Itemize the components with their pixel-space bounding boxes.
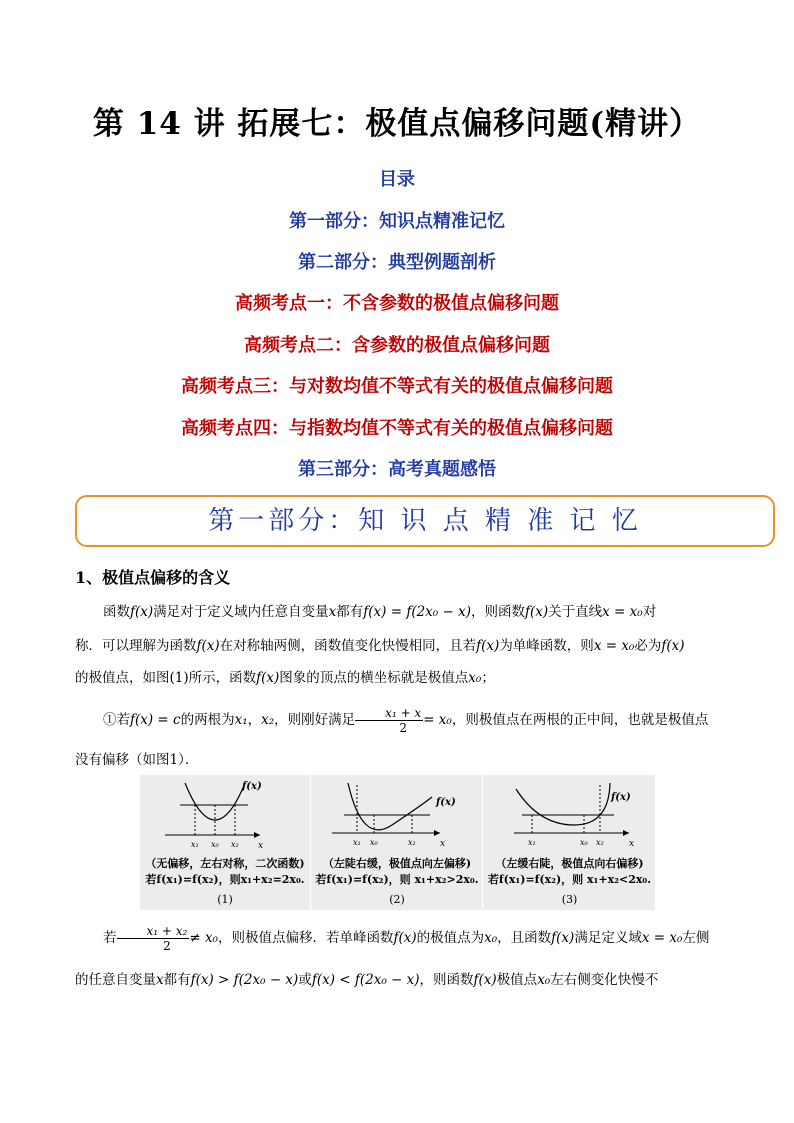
toc-item-2[interactable]: 第二部分：典型例题剖析 xyxy=(298,252,496,273)
paragraph-2: ①若f(x) = c的两根为x₁，x₂，则刚好满足 $\frac{\text{x₁ + x}}{2}$ = x₀，则极值点在两根的正中间，也就是极值点 xyxy=(103,706,709,735)
toc-item-4[interactable]: 高频考点二：含参数的极值点偏移问题 xyxy=(244,335,550,356)
svg-text:x₀: x₀ xyxy=(370,838,378,847)
figure-1 xyxy=(140,775,311,910)
fig1-fx-label: f(x) xyxy=(242,781,262,792)
fraction-2: $\frac{\text{x₁ + x₂}}{2}$ xyxy=(117,924,190,953)
section-heading: 1、极值点偏移的含义 xyxy=(75,568,231,587)
figure-1-label: (1) xyxy=(217,893,233,906)
fraction: $\frac{\text{x₁ + x}}{2}$ xyxy=(355,706,423,735)
svg-text:x₂: x₂ xyxy=(231,840,239,849)
figure-1-graph xyxy=(140,775,310,855)
toc-item-6[interactable]: 高频考点四：与指数均值不等式有关的极值点偏移问题 xyxy=(181,418,613,439)
paragraph-3: 若 $\frac{\text{x₁ + x₂}}{2}$ ≠ x₀，则极值点偏移．若单峰函数f(x)的极值点为x₀，且函数f(x)满足定义域x = x₀左侧 xyxy=(103,924,710,953)
page-title: 第 14 讲 拓展七：极值点偏移问题(精讲） xyxy=(92,106,702,142)
figure-3-graph xyxy=(484,775,655,855)
figure-2-graph xyxy=(312,775,482,855)
svg-text:x₀: x₀ xyxy=(211,840,219,849)
section-banner: 第一部分：知 识 点 精 准 记 忆 xyxy=(75,495,775,547)
paragraph-1-line-2: 称．可以理解为函数f(x)在对称轴两侧，函数值变化快慢相同，且若f(x)为单峰函数，则x = x₀必为f(x) xyxy=(75,638,685,654)
svg-text:x: x xyxy=(258,841,264,851)
svg-text:x₂: x₂ xyxy=(596,838,604,847)
svg-text:x₁: x₁ xyxy=(191,840,199,849)
svg-text:x₂: x₂ xyxy=(408,838,416,847)
figure-3-condition: 若f(x₁)=f(x₂)，则 x₁+x₂<2x₀. xyxy=(487,873,652,886)
fig3-fx-label: f(x) xyxy=(611,792,631,803)
figure-1-caption: （无偏移，左右对称，二次函数) xyxy=(145,857,305,870)
figure-3 xyxy=(484,775,655,910)
figure-3-caption: （左缓右陡，极值点向右偏移) xyxy=(495,857,644,870)
figure-2-caption: （左陡右缓，极值点向左偏移) xyxy=(322,857,472,870)
svg-text:x: x xyxy=(440,839,446,849)
svg-text:x: x xyxy=(629,839,635,849)
figure-group xyxy=(140,775,655,910)
paragraph-3-line-2: 的任意自变量x都有f(x) > f(2x₀ − x)或f(x) < f(2x₀ − x)，则函数f(x)极值点x₀左右侧变化快慢不 xyxy=(75,972,659,988)
svg-text:x₁: x₁ xyxy=(353,838,361,847)
svg-text:x₁: x₁ xyxy=(528,838,536,847)
toc-item-1[interactable]: 第一部分：知识点精准记忆 xyxy=(289,211,505,232)
toc-item-5[interactable]: 高频考点三：与对数均值不等式有关的极值点偏移问题 xyxy=(181,376,613,397)
figure-1-condition: 若f(x₁)=f(x₂)，则x₁+x₂=2x₀. xyxy=(145,873,305,886)
figure-2-label: (2) xyxy=(389,893,405,906)
figure-2-condition: 若f(x₁)=f(x₂)，则 x₁+x₂>2x₀. xyxy=(315,873,479,886)
toc-item-3[interactable]: 高频考点一：不含参数的极值点偏移问题 xyxy=(235,293,559,314)
fig2-fx-label: f(x) xyxy=(436,797,456,808)
paragraph-1: 函数f(x)满足对于定义域内任意自变量x都有f(x) = f(2x₀ − x)，则函数f(x)关于直线x = x₀对 xyxy=(103,604,657,620)
paragraph-2-line-2: 没有偏移（如图1）． xyxy=(75,752,199,768)
figure-2 xyxy=(312,775,483,910)
toc-item-7[interactable]: 第三部分：高考真题感悟 xyxy=(298,459,496,480)
toc-heading: 目录 xyxy=(379,169,415,190)
figure-3-label: (3) xyxy=(561,893,578,906)
paragraph-1-line-3: 的极值点，如图(1)所示，函数f(x)图象的顶点的横坐标就是极值点x₀； xyxy=(75,670,495,686)
svg-text:x₀: x₀ xyxy=(580,838,588,847)
